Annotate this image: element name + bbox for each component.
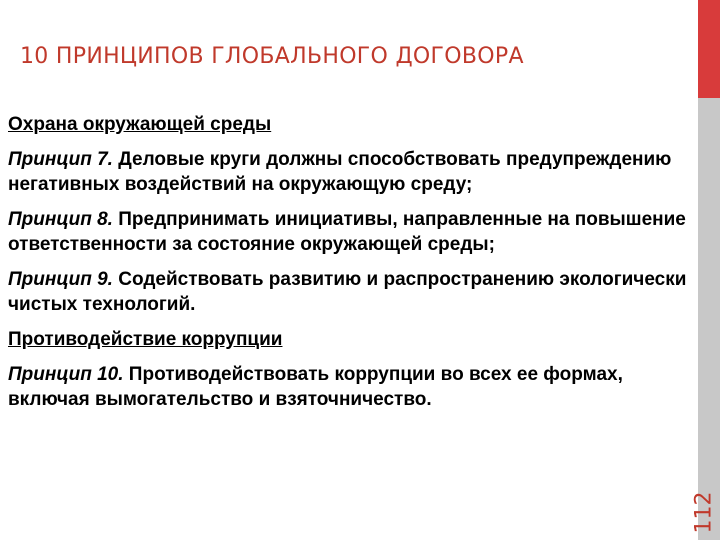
title-text: ПРИНЦИПОВ ГЛОБАЛЬНОГО ДОГОВОРА bbox=[55, 44, 524, 69]
principle-10-label: Принцип 10. bbox=[8, 364, 124, 385]
principle-9 bbox=[8, 267, 698, 317]
principle-7-label: Принцип 7. bbox=[8, 149, 113, 170]
title-number: 10 bbox=[20, 44, 49, 69]
principle-9-text: Содействовать развитию и распространению экологически чистых технологий. bbox=[8, 269, 687, 315]
page-number: 112 bbox=[691, 491, 717, 534]
principle-10 bbox=[8, 362, 698, 412]
rail-red-accent bbox=[698, 0, 720, 98]
principle-7 bbox=[8, 147, 698, 197]
principle-8-text: Предпринимать инициативы, направленные на повышение ответственности за состояние окружающей среды; bbox=[8, 209, 686, 255]
principle-8 bbox=[8, 207, 698, 257]
principle-10-text: Противодействовать коррупции во всех ее формах, включая вымогательство и взяточничество. bbox=[8, 364, 623, 410]
right-decorative-rail bbox=[698, 0, 720, 540]
slide-content bbox=[8, 112, 698, 422]
section-heading-anticorruption: Противодействие коррупции bbox=[8, 329, 283, 350]
principle-9-label: Принцип 9. bbox=[8, 269, 113, 290]
section-heading-environment: Охрана окружающей среды bbox=[8, 114, 272, 135]
principle-7-text: Деловые круги должны способствовать предупреждению негативных воздействий на окружающую среду; bbox=[8, 149, 672, 195]
slide-title bbox=[20, 44, 524, 69]
principle-8-label: Принцип 8. bbox=[8, 209, 113, 230]
